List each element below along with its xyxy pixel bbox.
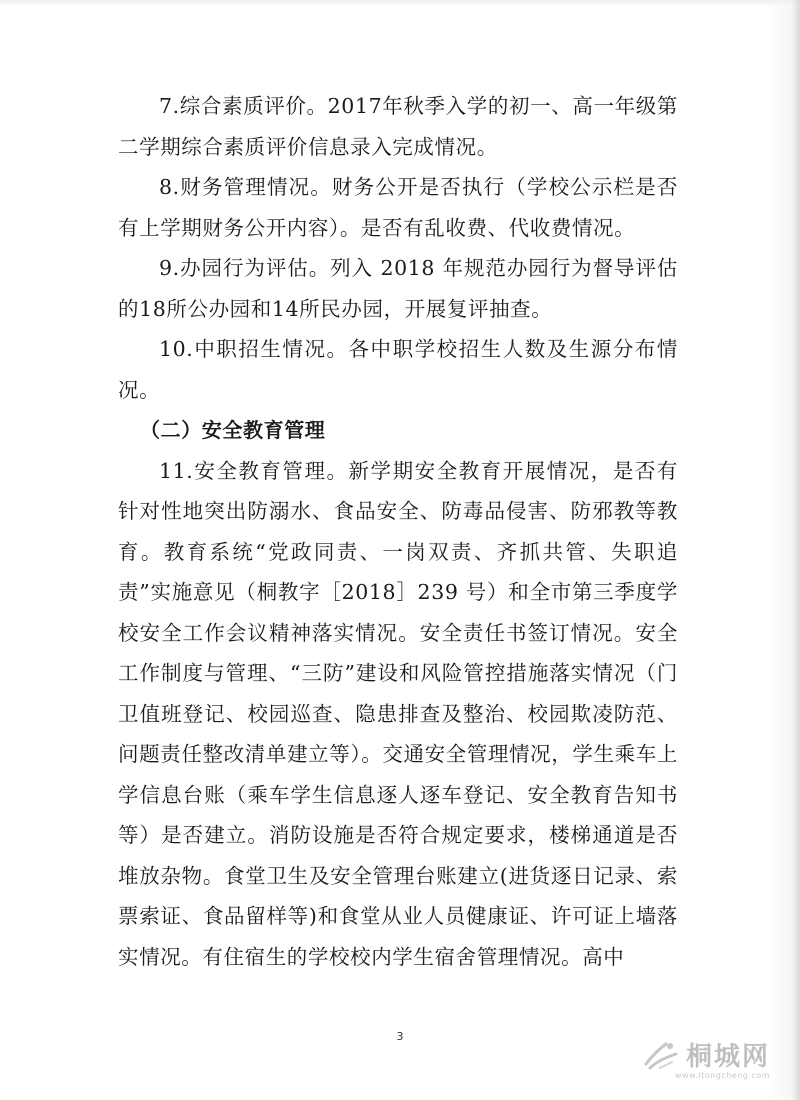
section-heading: （二）安全教育管理 [140,418,326,442]
document-body [118,86,678,977]
tongcheng-logo-icon [642,1038,682,1072]
page-number: 3 [396,1030,404,1043]
site-watermark [642,1036,770,1080]
watermark-text: 桐城网 [685,1042,770,1072]
paragraph-item-7: 7.综合素质评价。2017年秋季入学的初一、高一年级第二学期综合素质评价信息录入完成情况。 [118,94,678,159]
scan-edge-top [0,0,800,6]
paragraph-item-11: 11.安全教育管理。新学期安全教育开展情况，是否有针对性地突出防溺水、食品安全、防毒品侵害、防邪教等教育。教育系统“党政同责、一岗双责、齐抓共管、失职追责”实施意见（桐教字［2018］239 号）和全市第三季度学校安全工作会议精神落实情况。安全责任书签订情况。安全工作制度与管理、“三防”建设和风险管控措施落实情况（门卫值班登记、校园巡查、隐患排查及整治、校园欺凌防范、问题责任整改清单建立等）。交通安全管理情况，学生乘车上学信息台账（乘车学生信息逐人逐车登记、安全教育告知书等）是否建立。消防设施是否符合规定要求，楼梯通道是否堆放杂物。食堂卫生及安全管理台账建立(进货逐日记录、索票索证、食品留样等)和食堂从业人员健康证、许可证上墙落实情况。有住宿生的学校校内学生宿舍管理情况。高中 [118,458,678,969]
paragraph-item-10: 10.中职招生情况。各中职学校招生人数及生源分布情况。 [118,337,678,402]
paragraph-item-9: 9.办园行为评估。列入 2018 年规范办园行为督导评估的18所公办园和14所民办园，开展复评抽查。 [118,256,678,321]
scan-edge-right [792,0,800,1100]
watermark-main [642,1036,770,1073]
paragraph-item-8: 8.财务管理情况。财务公开是否执行（学校公示栏是否有上学期财务公开内容）。是否有乱收费、代收费情况。 [118,175,678,240]
watermark-url: www.itongcheng.com [674,1071,770,1080]
